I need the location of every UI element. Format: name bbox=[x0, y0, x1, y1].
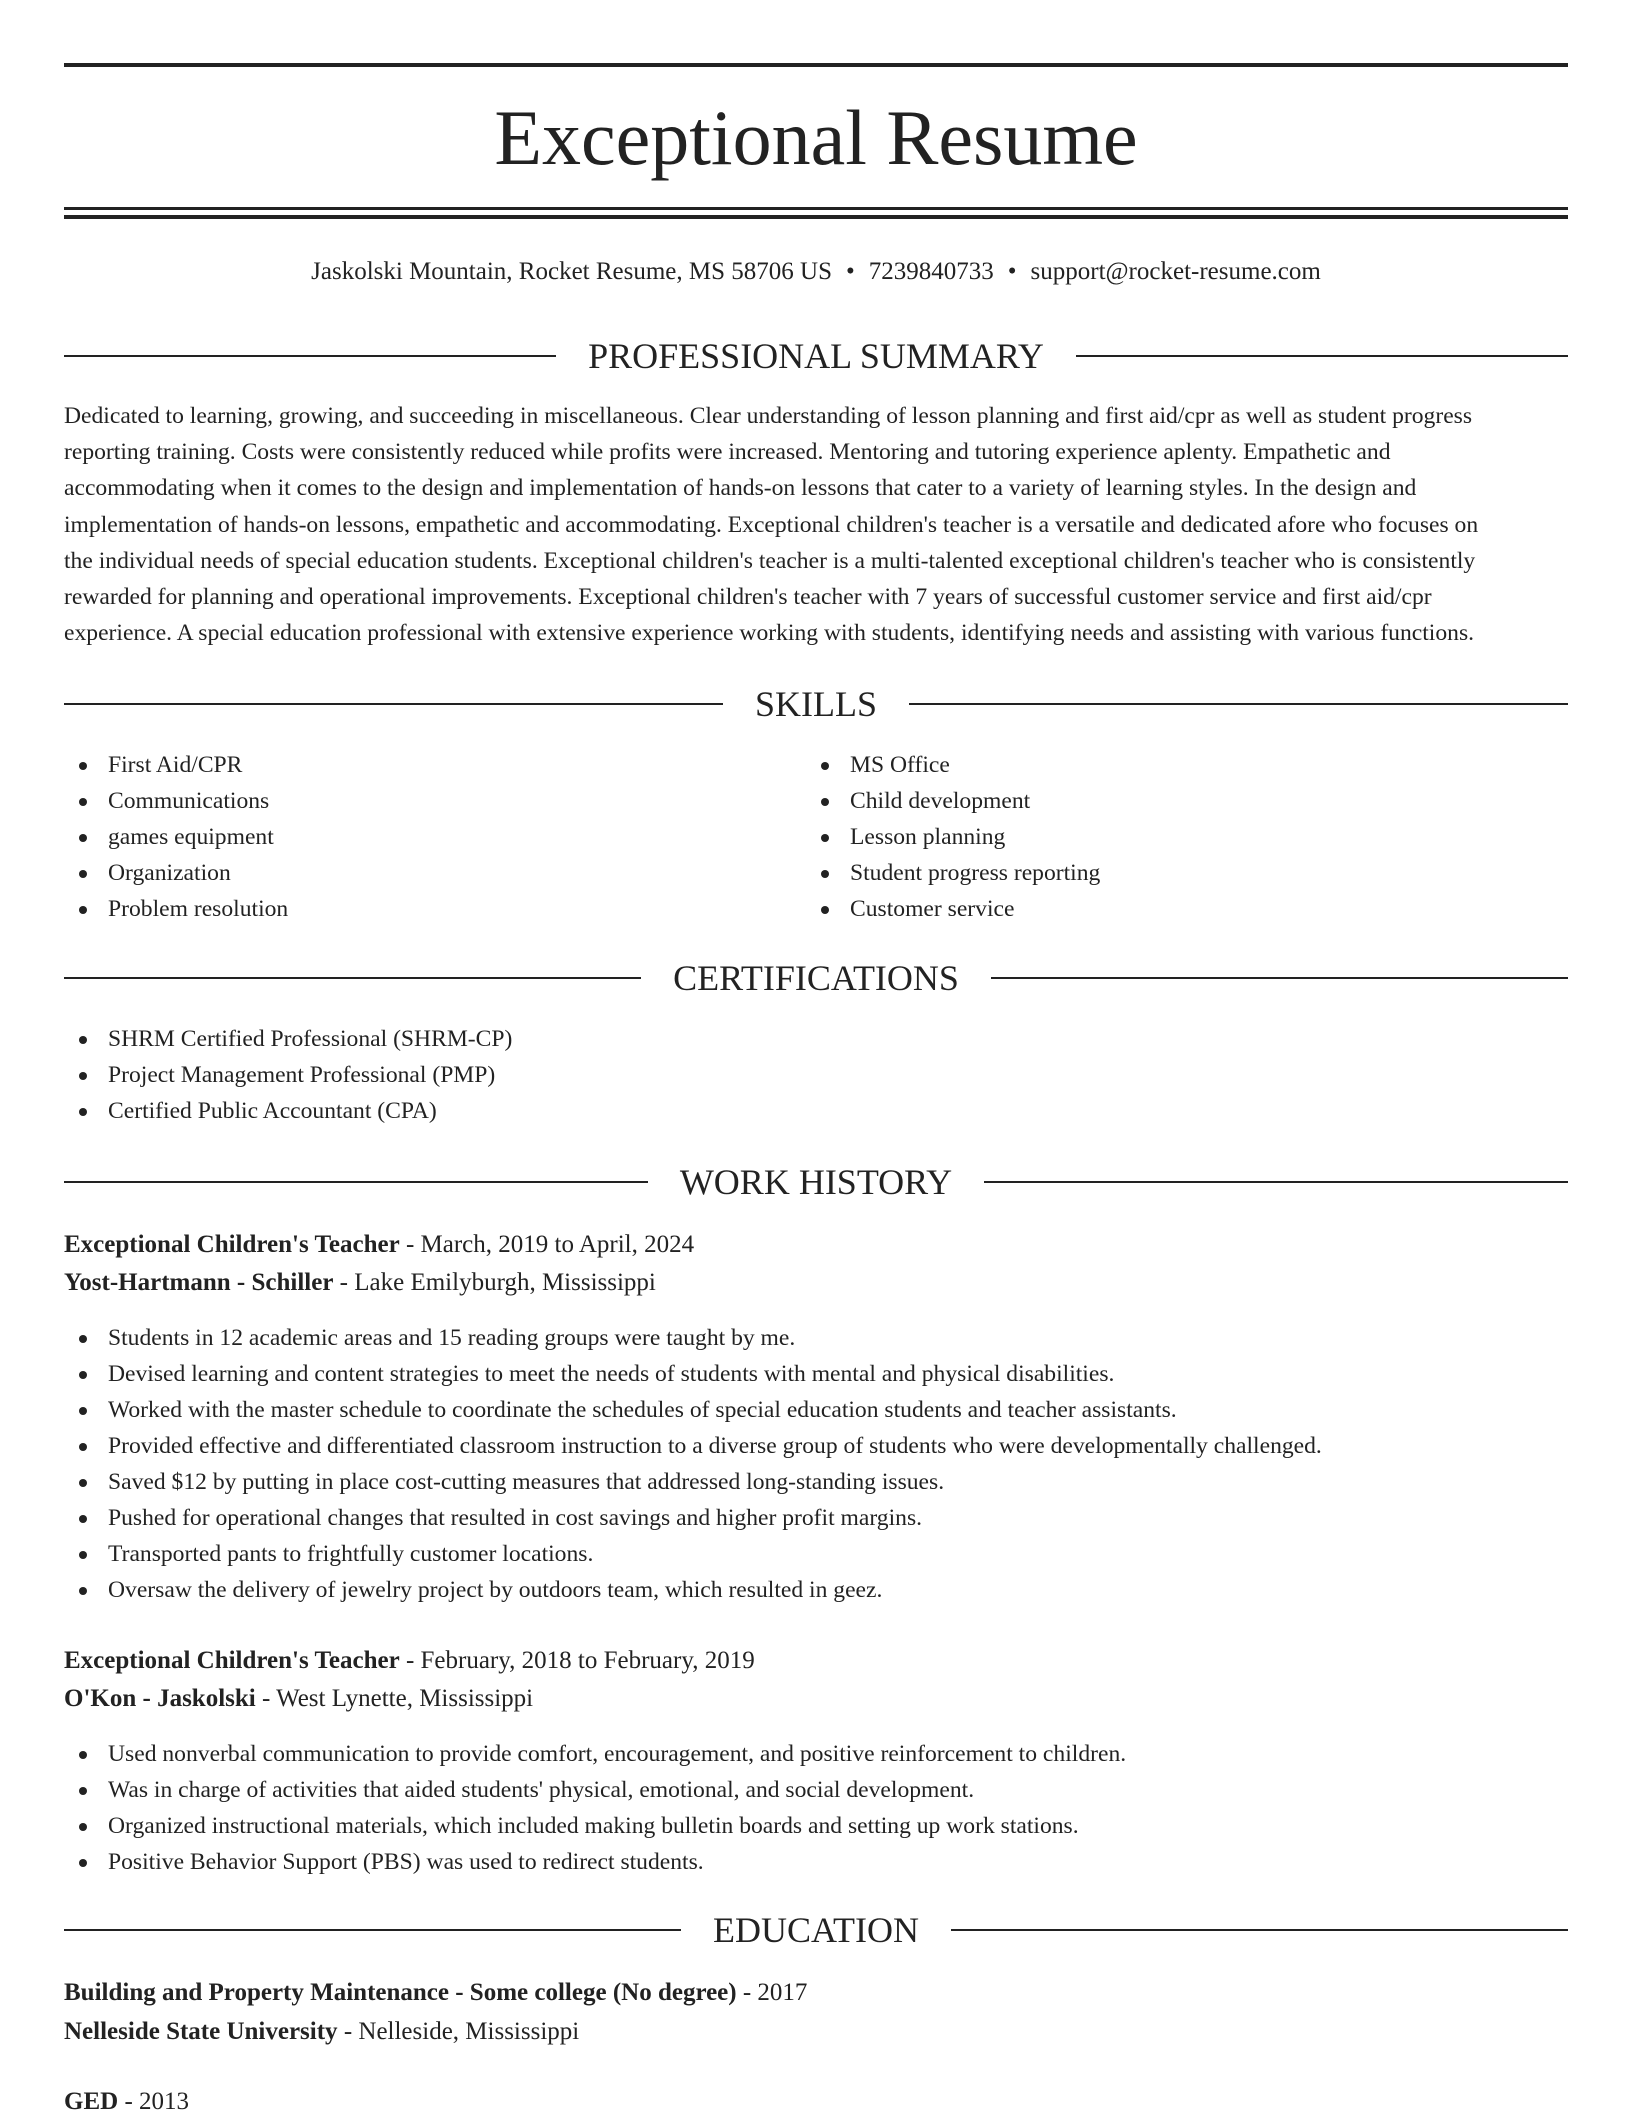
job-location: - Lake Emilyburgh, Mississippi bbox=[333, 1269, 656, 1296]
section-header-skills bbox=[64, 682, 1568, 726]
bullet-icon bbox=[79, 1751, 87, 1759]
bullet-icon bbox=[79, 1335, 87, 1343]
job-duty: Oversaw the delivery of jewelry project by outdoors team, which resulted in geez. bbox=[64, 1572, 1322, 1608]
section-header-certifications bbox=[64, 956, 1568, 1000]
bullet-icon bbox=[79, 1479, 87, 1487]
bullet-icon bbox=[821, 834, 829, 842]
education-school-line bbox=[64, 2014, 579, 2050]
skill-item: MS Office bbox=[806, 747, 1546, 783]
bullet-icon bbox=[821, 762, 829, 770]
bullet-icon bbox=[79, 1515, 87, 1523]
skill-item: Organization bbox=[64, 855, 804, 891]
top-rule bbox=[64, 63, 1568, 67]
section-rule bbox=[64, 1929, 681, 1931]
skill-item: First Aid/CPR bbox=[64, 747, 804, 783]
resume-title: Exceptional Resume bbox=[494, 94, 1138, 181]
summary-line: reporting training. Costs were consistently reduced while profits were increased. Mentoring and tutoring experience aplenty. Empathetic and bbox=[64, 439, 1391, 466]
job-duty: Organized instructional materials, which included making bulletin boards and setting up work stations. bbox=[64, 1808, 1126, 1844]
skill-item: Customer service bbox=[806, 891, 1546, 927]
title-rule-upper bbox=[64, 207, 1568, 210]
education-location: - Nelleside, Mississippi bbox=[337, 2018, 580, 2045]
education-year: - 2017 bbox=[736, 1979, 808, 2006]
education-degree-line bbox=[64, 2084, 189, 2120]
job-title-line bbox=[64, 1643, 755, 1679]
bullet-icon bbox=[79, 1371, 87, 1379]
certifications-list bbox=[64, 1021, 512, 1129]
section-title: SKILLS bbox=[755, 684, 878, 724]
education-degree: GED bbox=[64, 2088, 119, 2115]
bullet-icon bbox=[79, 798, 87, 806]
contact-email: support@rocket-resume.com bbox=[1030, 258, 1321, 285]
job-company: Yost-Hartmann - Schiller bbox=[64, 1269, 334, 1296]
bullet-icon bbox=[821, 906, 829, 914]
summary-paragraph bbox=[64, 398, 1568, 651]
skill-item: Student progress reporting bbox=[806, 855, 1546, 891]
summary-line: implementation of hands-on lessons, empathetic and accommodating. Exceptional children's teacher is a versatile and dedicated afore who focuses on bbox=[64, 511, 1479, 538]
contact-separator: • bbox=[846, 258, 855, 285]
bullet-icon bbox=[79, 1587, 87, 1595]
section-rule bbox=[951, 1929, 1568, 1931]
section-title: CERTIFICATIONS bbox=[673, 958, 959, 998]
certification-item: Certified Public Accountant (CPA) bbox=[64, 1093, 512, 1129]
summary-line: Dedicated to learning, growing, and succeeding in miscellaneous. Clear understanding of lesson planning and first aid/cpr as well as student progress bbox=[64, 403, 1473, 429]
bullet-icon bbox=[79, 870, 87, 878]
section-rule bbox=[64, 977, 641, 979]
skill-item: Lesson planning bbox=[806, 819, 1546, 855]
skill-item: games equipment bbox=[64, 819, 804, 855]
job-duties-list bbox=[64, 1736, 1126, 1880]
certification-item: SHRM Certified Professional (SHRM-CP) bbox=[64, 1021, 512, 1057]
bullet-icon bbox=[79, 834, 87, 842]
bullet-icon bbox=[79, 1108, 87, 1116]
job-dates: - March, 2019 to April, 2024 bbox=[399, 1231, 695, 1258]
education-school: Nelleside State University bbox=[64, 2018, 338, 2045]
section-rule bbox=[991, 977, 1568, 979]
job-title: Exceptional Children's Teacher bbox=[64, 1647, 400, 1674]
job-duty: Saved $12 by putting in place cost-cutting measures that addressed long-standing issues. bbox=[64, 1464, 1322, 1500]
title-rule-lower bbox=[64, 215, 1568, 219]
job-duty: Positive Behavior Support (PBS) was used to redirect students. bbox=[64, 1844, 1126, 1880]
skills-list-left bbox=[64, 747, 804, 927]
summary-line: rewarded for planning and operational improvements. Exceptional children's teacher with 7 years of successful customer service and first aid/cpr bbox=[64, 584, 1432, 611]
skill-item: Problem resolution bbox=[64, 891, 804, 927]
contact-phone: 7239840733 bbox=[868, 258, 994, 285]
bullet-icon bbox=[79, 906, 87, 914]
job-duty: Provided effective and differentiated classroom instruction to a diverse group of students who were developmentally challenged. bbox=[64, 1428, 1322, 1464]
certification-item: Project Management Professional (PMP) bbox=[64, 1057, 512, 1093]
section-rule bbox=[64, 355, 556, 357]
job-location: - West Lynette, Mississippi bbox=[255, 1685, 534, 1712]
bullet-icon bbox=[79, 1407, 87, 1415]
section-rule bbox=[64, 703, 723, 705]
section-header-work-history bbox=[64, 1160, 1568, 1204]
job-company-line bbox=[64, 1265, 656, 1301]
job-duty: Students in 12 academic areas and 15 reading groups were taught by me. bbox=[64, 1320, 1322, 1356]
job-title: Exceptional Children's Teacher bbox=[64, 1231, 400, 1258]
job-duty: Transported pants to frightfully customer locations. bbox=[64, 1536, 1322, 1572]
section-rule bbox=[64, 1181, 648, 1183]
job-duty: Pushed for operational changes that resulted in cost savings and higher profit margins. bbox=[64, 1500, 1322, 1536]
bullet-icon bbox=[79, 1787, 87, 1795]
section-title: EDUCATION bbox=[713, 1910, 919, 1950]
section-title: PROFESSIONAL SUMMARY bbox=[588, 336, 1044, 376]
education-degree: Building and Property Maintenance - Some college (No degree) bbox=[64, 1979, 737, 2006]
bullet-icon bbox=[79, 762, 87, 770]
section-rule bbox=[1076, 355, 1568, 357]
skills-list-right bbox=[806, 747, 1546, 927]
bullet-icon bbox=[821, 870, 829, 878]
summary-line: accommodating when it comes to the design and implementation of hands-on lessons that cater to a variety of learning styles. In the design and bbox=[64, 475, 1417, 502]
bullet-icon bbox=[821, 798, 829, 806]
bullet-icon bbox=[79, 1443, 87, 1451]
section-header-summary bbox=[64, 334, 1568, 378]
education-degree-line bbox=[64, 1975, 807, 2011]
job-company-line bbox=[64, 1681, 533, 1717]
skill-item: Child development bbox=[806, 783, 1546, 819]
section-header-education bbox=[64, 1908, 1568, 1952]
contact-separator: • bbox=[1007, 258, 1017, 285]
contact-address: Jaskolski Mountain, Rocket Resume, MS 58706 US bbox=[311, 258, 832, 285]
contact-line bbox=[64, 255, 1568, 289]
bullet-icon bbox=[79, 1072, 87, 1080]
job-duty: Was in charge of activities that aided students' physical, emotional, and social development. bbox=[64, 1772, 1126, 1808]
summary-line: experience. A special education professional with extensive experience working with students, identifying needs and assisting with various functions. bbox=[64, 620, 1475, 647]
job-duty: Used nonverbal communication to provide comfort, encouragement, and positive reinforcement to children. bbox=[64, 1736, 1126, 1772]
job-title-line bbox=[64, 1227, 694, 1263]
job-duty: Devised learning and content strategies to meet the needs of students with mental and physical disabilities. bbox=[64, 1356, 1322, 1392]
section-rule bbox=[984, 1181, 1568, 1183]
section-rule bbox=[909, 703, 1568, 705]
bullet-icon bbox=[79, 1551, 87, 1559]
bullet-icon bbox=[79, 1036, 87, 1044]
bullet-icon bbox=[79, 1823, 87, 1831]
skill-item: Communications bbox=[64, 783, 804, 819]
bullet-icon bbox=[79, 1859, 87, 1867]
job-duty: Worked with the master schedule to coordinate the schedules of special education students and teacher assistants. bbox=[64, 1392, 1322, 1428]
job-dates: - February, 2018 to February, 2019 bbox=[399, 1647, 755, 1674]
education-year: - 2013 bbox=[118, 2088, 190, 2115]
summary-line: the individual needs of special education students. Exceptional children's teacher is a multi-talented exceptional children's teacher who is consistently bbox=[64, 547, 1476, 574]
job-duties-list bbox=[64, 1320, 1322, 1608]
section-title: WORK HISTORY bbox=[679, 1162, 953, 1202]
job-company: O'Kon - Jaskolski bbox=[64, 1685, 256, 1712]
